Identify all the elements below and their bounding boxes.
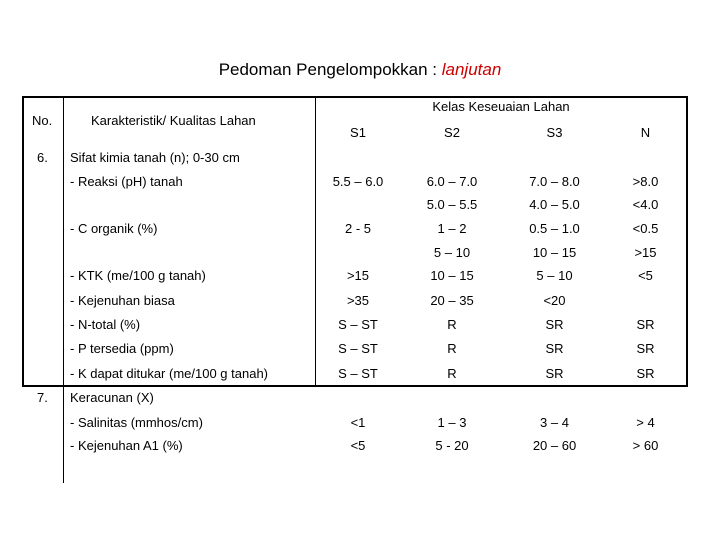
header-kelas: Kelas Keseuaian Lahan (432, 99, 570, 114)
ph-n-2: <4.0 (632, 197, 659, 212)
kejenuhan-s1: >35 (346, 293, 370, 308)
ntotal-s1: S – ST (338, 317, 378, 332)
group7-no: 7. (37, 390, 48, 405)
ph-n-1: >8.0 (632, 174, 659, 189)
group7-title: Keracunan (X) (70, 390, 154, 405)
table-top-border (22, 96, 688, 98)
ph-s1: 5.5 – 6.0 (332, 174, 384, 189)
header-s3: S3 (546, 125, 563, 140)
kejenuhan-al-s2: 5 - 20 (435, 438, 469, 453)
salinitas-s1: <1 (350, 415, 366, 430)
ntotal-s3: SR (545, 317, 564, 332)
header-no: No. (32, 113, 53, 128)
ktk-s1: >15 (346, 268, 370, 283)
classification-table (22, 96, 688, 387)
ktk-label: - KTK (me/100 g tanah) (70, 268, 206, 283)
corganik-s2-2: 5 – 10 (433, 245, 471, 260)
group6-title: Sifat kimia tanah (n); 0-30 cm (70, 150, 240, 165)
ktk-s3: 5 – 10 (536, 268, 573, 283)
title-accent: lanjutan (441, 60, 502, 79)
kejenuhan-s2: 20 – 35 (430, 293, 474, 308)
kejenuhan-al-s1: <5 (350, 438, 366, 453)
p-label: - P tersedia (ppm) (70, 341, 174, 356)
corganik-s1: 2 - 5 (344, 221, 371, 236)
k-s3: SR (545, 366, 564, 381)
corganik-label: - C organik (%) (70, 221, 158, 236)
header-karakteristik: Karakteristik/ Kualitas Lahan (91, 113, 256, 128)
salinitas-label: - Salinitas (mmhos/cm) (70, 415, 203, 430)
p-s2: R (447, 341, 457, 356)
p-s1: S – ST (338, 341, 378, 356)
ph-s3-2: 4.0 – 5.0 (529, 197, 580, 212)
k-n: SR (636, 366, 655, 381)
kejenuhan-al-s3: 20 – 60 (532, 438, 577, 453)
ph-s2-2: 5.0 – 5.5 (426, 197, 478, 212)
table-left-border (22, 96, 24, 387)
page-title (0, 60, 720, 80)
kejenuhan-al-n: > 60 (632, 438, 659, 453)
group6-no: 6. (37, 150, 48, 165)
ntotal-s2: R (447, 317, 457, 332)
ph-s3-1: 7.0 – 8.0 (529, 174, 580, 189)
salinitas-s2: 1 – 3 (437, 415, 467, 430)
kejenuhan-s3-n: <20 (543, 293, 566, 308)
salinitas-n: > 4 (636, 415, 655, 430)
ktk-s2: 10 – 15 (430, 268, 474, 283)
corganik-s2-1: 1 – 2 (437, 221, 467, 236)
ph-label: - Reaksi (pH) tanah (70, 174, 183, 189)
kejenuhan-al-label: - Kejenuhan A1 (%) (70, 438, 183, 453)
corganik-s3-1: 0.5 – 1.0 (529, 221, 580, 236)
k-s2: R (447, 366, 457, 381)
salinitas-s3: 3 – 4 (540, 415, 569, 430)
ph-s2-1: 6.0 – 7.0 (426, 174, 478, 189)
column-divider-no (63, 96, 64, 387)
corganik-n-1: <0.5 (632, 221, 659, 236)
table-bottom-border (22, 385, 688, 387)
header-s1: S1 (350, 125, 366, 140)
title-main: Pedoman Pengelompokkan : (218, 60, 442, 79)
table-right-border (686, 96, 688, 387)
p-s3: SR (545, 341, 564, 356)
p-n: SR (636, 341, 655, 356)
k-s1: S – ST (338, 366, 378, 381)
header-n: N (640, 125, 651, 140)
k-label: - K dapat ditukar (me/100 g tanah) (70, 366, 269, 381)
ntotal-n: SR (636, 317, 655, 332)
kejenuhan-label: - Kejenuhan biasa (70, 293, 175, 308)
ktk-n: <5 (638, 268, 653, 283)
header-s2: S2 (444, 125, 460, 140)
corganik-n-2: >15 (634, 245, 657, 260)
corganik-s3-2: 10 – 15 (532, 245, 577, 260)
group7-column-divider (63, 387, 64, 483)
ntotal-label: - N-total (%) (70, 317, 141, 332)
